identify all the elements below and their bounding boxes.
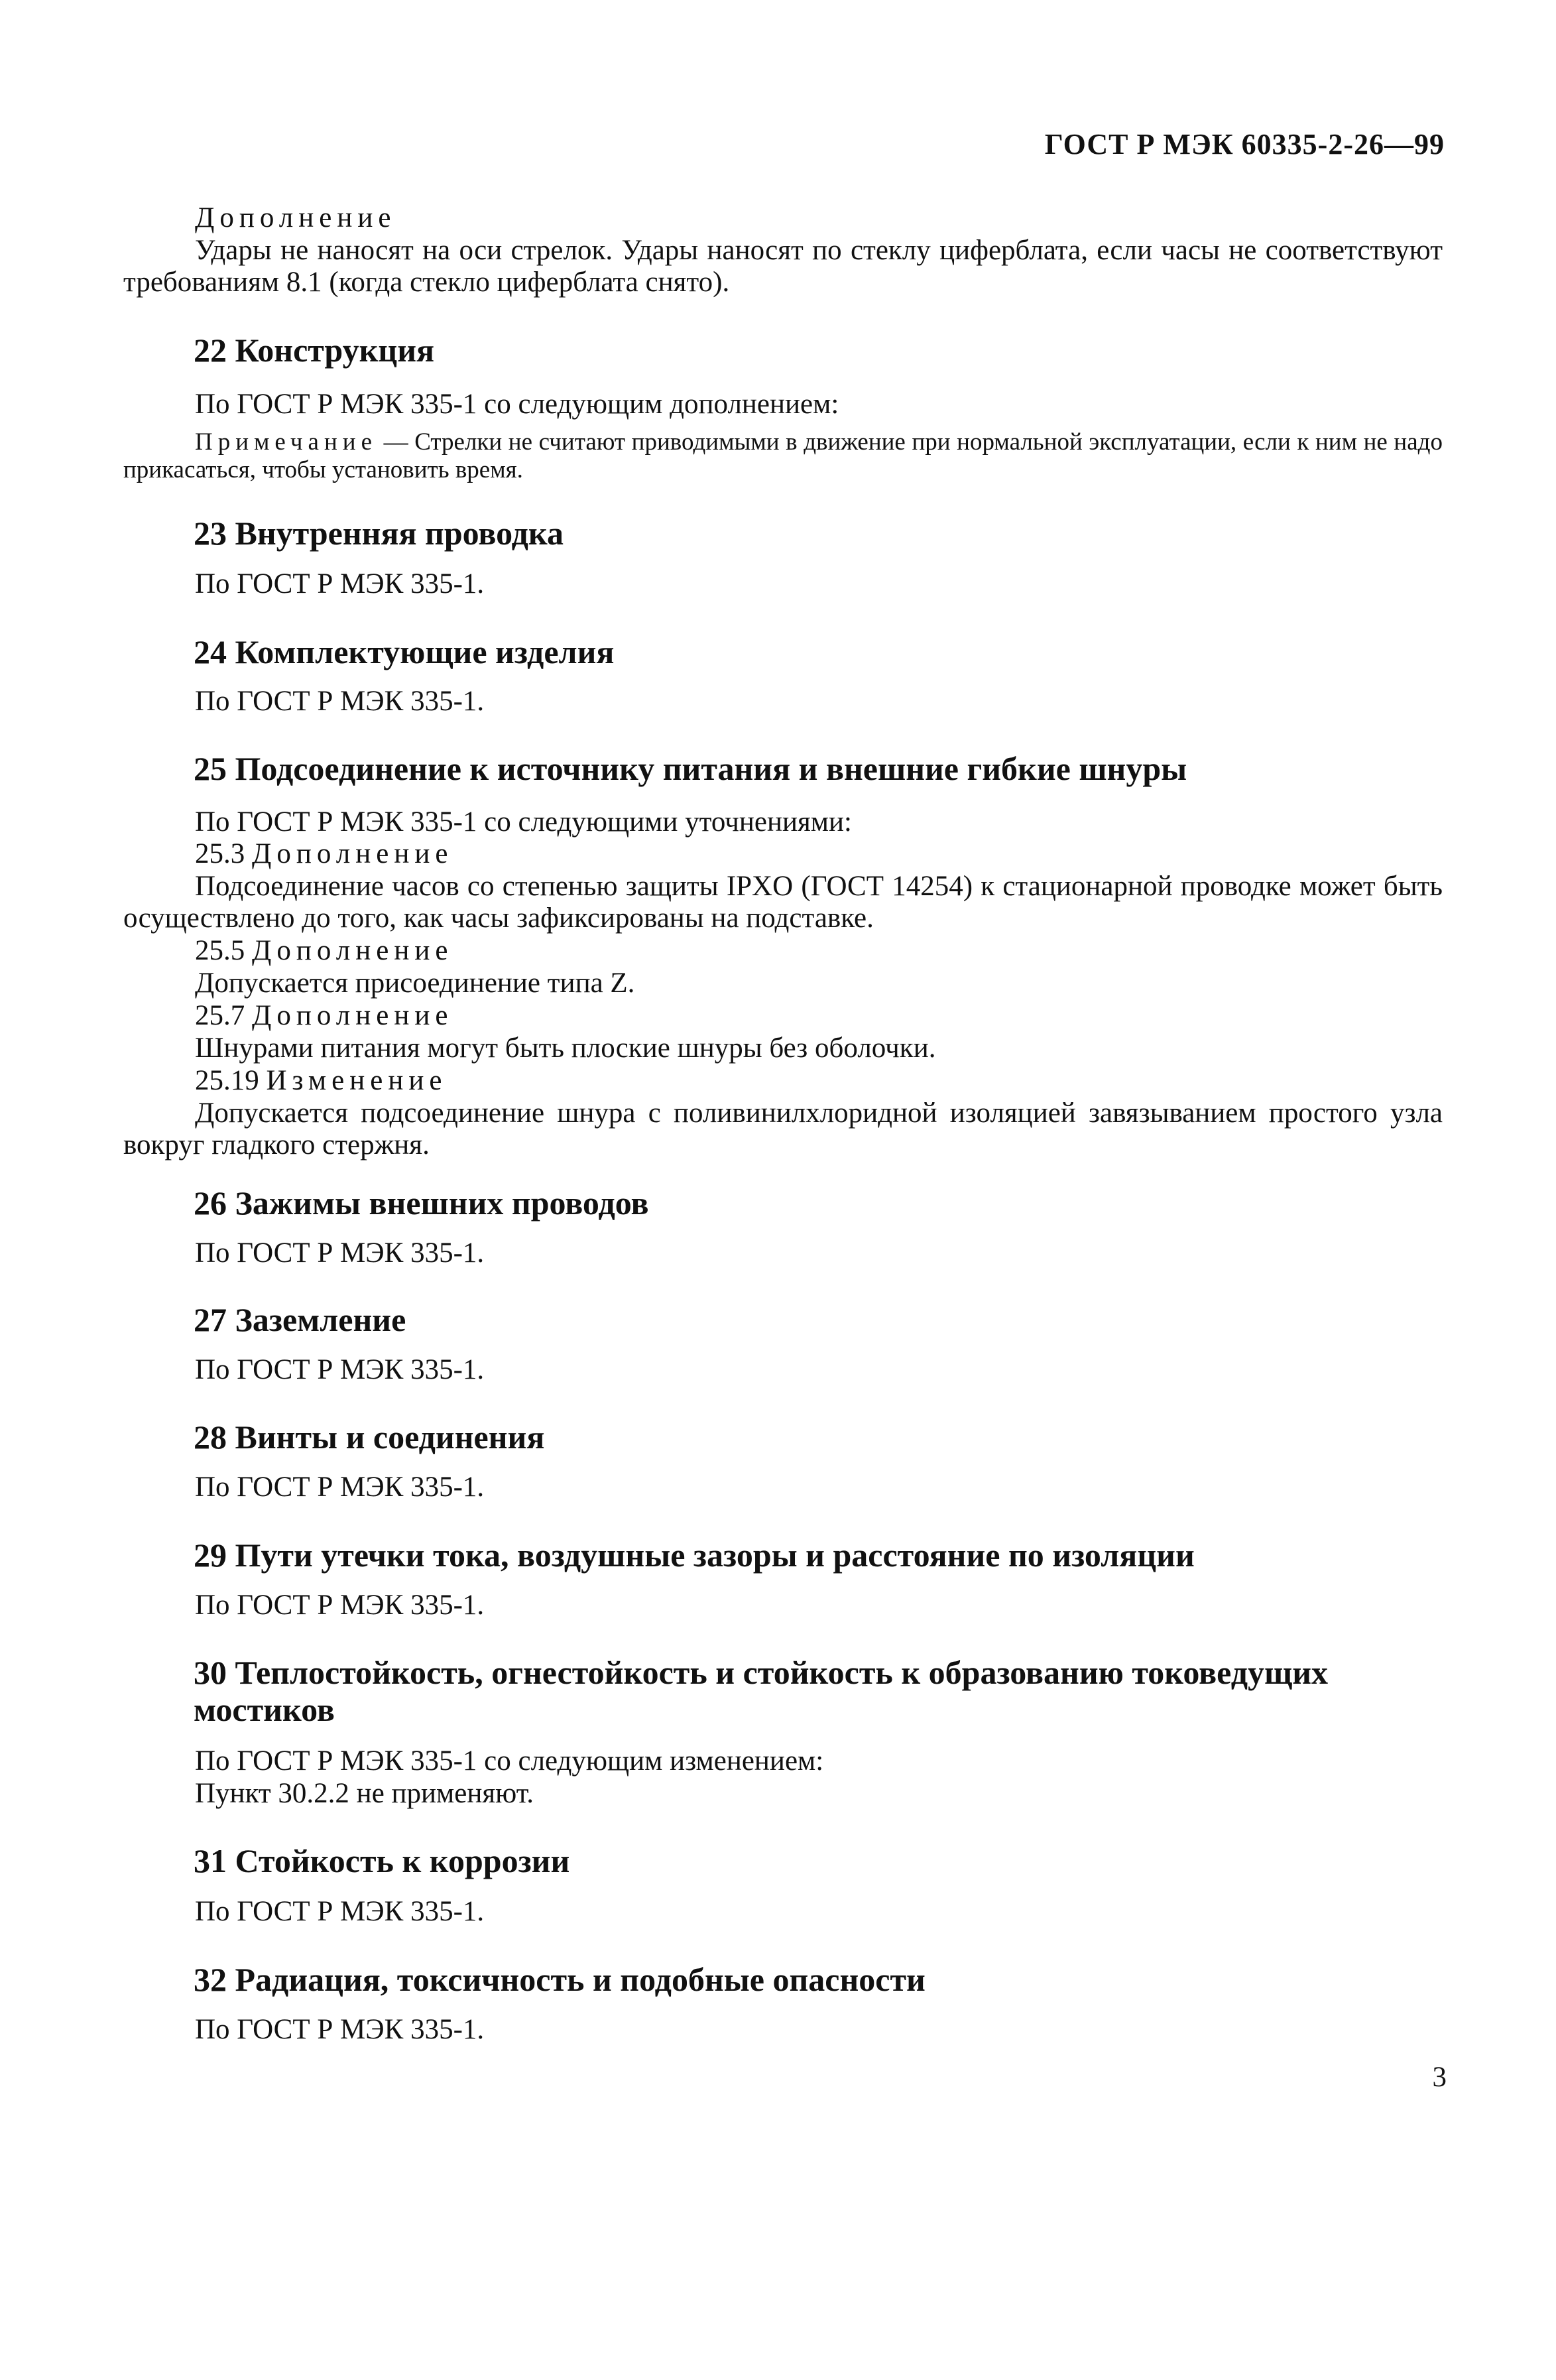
section-heading-32: 32 Радиация, токсичность и подобные опасности [194, 1961, 926, 1998]
section-23-text: По ГОСТ Р МЭК 335-1. [195, 568, 485, 599]
section-heading-29: 29 Пути утечки тока, воздушные зазоры и расстояние по изоляции [194, 1536, 1195, 1574]
section-27-text: По ГОСТ Р МЭК 335-1. [195, 1354, 485, 1385]
clause-25-3-label: 25.3 Дополнение [195, 838, 453, 869]
section-30-text-2: Пункт 30.2.2 не применяют. [195, 1778, 534, 1809]
intro-paragraph: Удары не наносят на оси стрелок. Удары наносят по стеклу циферблата, если часы не соответствуют требованиям 8.1 (когда стекло циферблата снято). [123, 235, 1443, 298]
section-32-text: По ГОСТ Р МЭК 335-1. [195, 2014, 485, 2045]
section-heading-31: 31 Стойкость к коррозии [194, 1842, 570, 1879]
section-30-text: По ГОСТ Р МЭК 335-1 со следующим изменением: [195, 1745, 824, 1777]
section-heading-25: 25 Подсоединение к источнику питания и внешние гибкие шнуры [194, 750, 1187, 787]
section-heading-26: 26 Зажимы внешних проводов [194, 1184, 649, 1221]
section-heading-27: 27 Заземление [194, 1301, 406, 1338]
section-heading-22: 22 Конструкция [194, 332, 435, 369]
clause-25-7-label: 25.7 Дополнение [195, 1000, 453, 1031]
clause-25-5-text: Допускается присоединение типа Z. [195, 968, 635, 999]
note-text: — Стрелки не считают приводимыми в движение при нормальной эксплуатации, если к ним не надо прикасаться, чтобы установить время. [123, 428, 1443, 483]
clause-25-19-text: Допускается подсоединение шнура с поливинилхлоридной изоляцией завязыванием простого узла вокруг гладкого стержня. [123, 1097, 1443, 1160]
clause-25-3-text: Подсоединение часов со степенью защиты IPXO (ГОСТ 14254) к стационарной проводке может быть осуществлено до того, как часы зафиксированы на подставке. [123, 871, 1443, 934]
clause-25-7-text: Шнурами питания могут быть плоские шнуры без оболочки. [195, 1033, 936, 1064]
section-25-text: По ГОСТ Р МЭК 335-1 со следующими уточнениями: [195, 806, 852, 838]
note-label: Примечание [195, 428, 377, 456]
clause-25-5-label: 25.5 Дополнение [195, 935, 453, 966]
section-heading-24: 24 Комплектующие изделия [194, 633, 615, 670]
section-22-note [123, 428, 1443, 484]
intro-label: Дополнение [195, 202, 396, 233]
running-header: ГОСТ Р МЭК 60335-2-26—99 [1044, 128, 1445, 160]
section-heading-28: 28 Винты и соединения [194, 1418, 545, 1456]
section-24-text: По ГОСТ Р МЭК 335-1. [195, 686, 485, 717]
section-28-text: По ГОСТ Р МЭК 335-1. [195, 1472, 485, 1503]
section-heading-23: 23 Внутренняя проводка [194, 515, 564, 552]
section-31-text: По ГОСТ Р МЭК 335-1. [195, 1896, 485, 1927]
section-22-text: По ГОСТ Р МЭК 335-1 со следующим дополнением: [195, 389, 839, 420]
section-heading-30: 30 Теплостойкость, огнестойкость и стойкость к образованию токоведущих мостиков [194, 1654, 1329, 1728]
section-26-text: По ГОСТ Р МЭК 335-1. [195, 1237, 485, 1269]
page-number: 3 [1432, 2062, 1447, 2093]
section-29-text: По ГОСТ Р МЭК 335-1. [195, 1590, 485, 1621]
clause-25-19-label: 25.19 Изменение [195, 1065, 448, 1096]
